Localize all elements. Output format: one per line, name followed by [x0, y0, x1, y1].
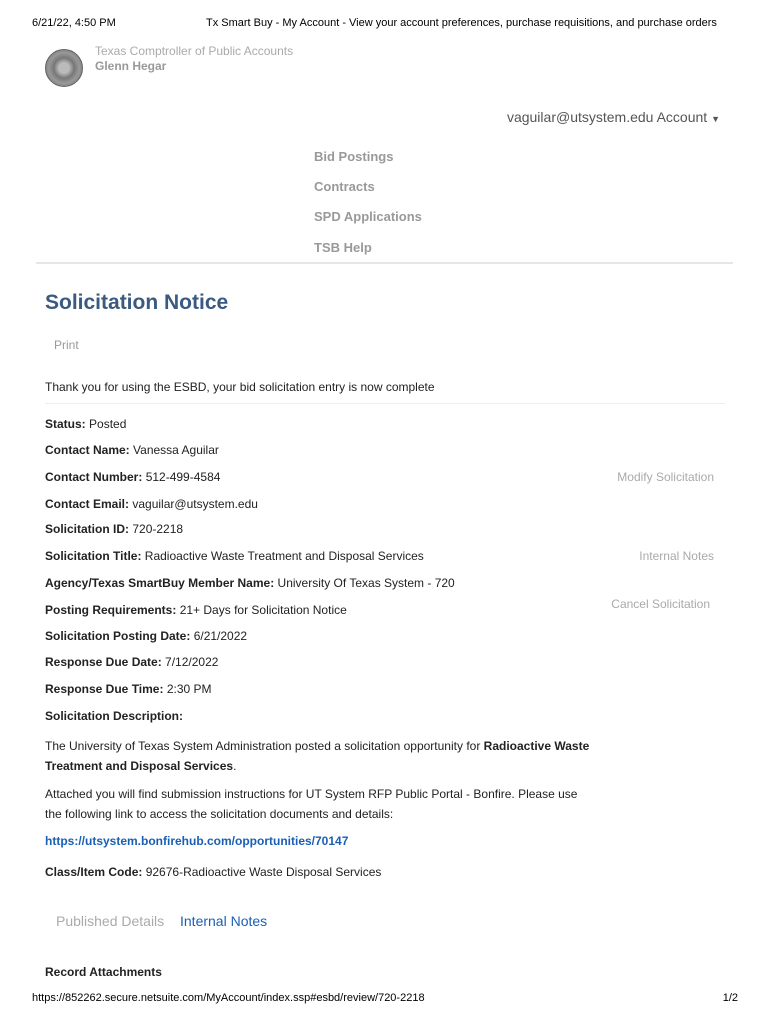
print-datetime: 6/21/22, 4:50 PM [32, 17, 116, 29]
field-description-label: Solicitation Description: [45, 709, 184, 723]
org-name: Texas Comptroller of Public Accounts [95, 44, 294, 58]
account-menu[interactable] [507, 109, 720, 125]
record-attachments-heading: Record Attachments [45, 965, 162, 979]
field-posting-requirements: Posting Requirements: 21+ Days for Solicitation Notice [45, 603, 347, 617]
org-person: Glenn Hegar [95, 59, 167, 73]
field-agency: Agency/Texas SmartBuy Member Name: University Of Texas System - 720 [45, 576, 455, 590]
nav-bid-postings[interactable]: Bid Postings [314, 149, 394, 164]
print-title: Tx Smart Buy - My Account - View your account preferences, purchase requisitions, and purchase orders [206, 17, 717, 29]
tab-published-details[interactable]: Published Details [56, 913, 165, 929]
field-status: Status: Posted [45, 417, 127, 431]
tab-internal-notes[interactable]: Internal Notes [180, 913, 268, 929]
bonfire-link[interactable]: https://utsystem.bonfirehub.com/opportunities/70147 [45, 834, 349, 848]
internal-notes-button[interactable]: Internal Notes [639, 549, 714, 563]
comptroller-seal-logo [45, 49, 83, 87]
account-email: vaguilar@utsystem.edu [506, 109, 654, 125]
description-paragraph: The University of Texas System Administration posted a solicitation opportunity for Radioactive Waste Treatment and Disposal Services. [45, 739, 590, 773]
nav-tsb-help[interactable]: TSB Help [314, 240, 372, 255]
divider [45, 403, 725, 404]
modify-solicitation-button[interactable]: Modify Solicitation [617, 470, 714, 484]
field-contact-email: Contact Email: vaguilar@utsystem.edu [45, 497, 258, 511]
description-instructions: Attached you will find submission instructions for UT System RFP Public Portal - Bonfire. Please use the following link to access the solicitation documents and details: [45, 787, 578, 821]
field-posting-date: Solicitation Posting Date: 6/21/2022 [45, 629, 248, 643]
nav-divider [36, 262, 733, 264]
field-contact-name: Contact Name: Vanessa Aguilar [45, 443, 219, 457]
field-contact-number: Contact Number: 512-499-4584 [45, 470, 221, 484]
nav-contracts[interactable]: Contracts [314, 179, 375, 194]
field-solicitation-title: Solicitation Title: Radioactive Waste Treatment and Disposal Services [45, 549, 424, 563]
print-link[interactable]: Print [54, 338, 79, 352]
field-solicitation-id: Solicitation ID: 720-2218 [45, 522, 184, 536]
org-block [95, 44, 293, 74]
confirmation-message: Thank you for using the ESBD, your bid solicitation entry is now complete [45, 380, 435, 394]
caret-down-icon: ▼ [711, 114, 720, 124]
print-page-number: 1/2 [722, 992, 738, 1004]
account-label: Account [656, 109, 708, 125]
print-footer-url: https://852262.secure.netsuite.com/MyAccount/index.ssp#esbd/review/720-2218 [32, 992, 425, 1004]
field-due-time: Response Due Time: 2:30 PM [45, 682, 212, 696]
cancel-solicitation-button[interactable]: Cancel Solicitation [611, 597, 710, 611]
field-class-item: Class/Item Code: 92676-Radioactive Waste Disposal Services [45, 865, 382, 879]
page-title: Solicitation Notice [45, 291, 229, 314]
nav-spd-applications[interactable]: SPD Applications [314, 209, 422, 224]
field-due-date: Response Due Date: 7/12/2022 [45, 655, 219, 669]
